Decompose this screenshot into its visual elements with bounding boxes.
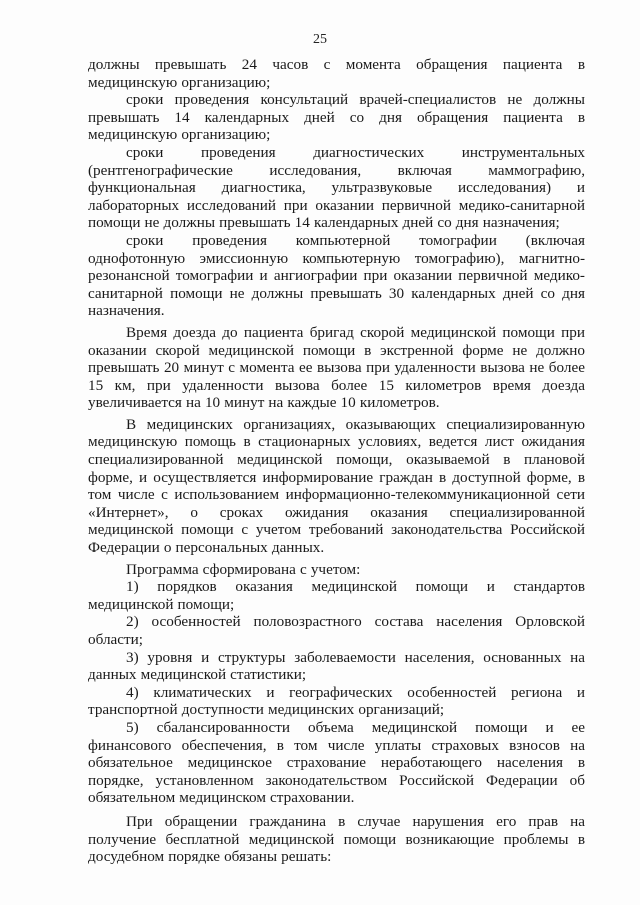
document-body xyxy=(88,56,585,866)
list-item: 4) климатических и географических особенностей региона и транспортной доступности медицинских организаций; xyxy=(88,683,585,719)
paragraph: Время доезда до пациента бригад скорой медицинской помощи при оказании скорой медицинской помощи в экстренной форме не должно превышать 20 минут с момента ее вызова при удаленности вызова не более 15 км, при удаленности вызова более 15 километров время доезда увеличивается на 10 минут на каждые 10 километров. xyxy=(88,323,585,412)
list-item: 1) порядков оказания медицинской помощи и стандартов медицинской помощи; xyxy=(88,578,585,613)
list-item: 5) сбалансированности объема медицинской помощи и ее финансового обеспечения, в том числе уплаты страховых взносов на обязательное медицинское страхование неработающего населения в порядке, установленном законодательством Российской Федерации об обязательном медицинском страховании. xyxy=(88,718,585,807)
paragraph: В медицинских организациях, оказывающих специализированную медицинскую помощь в стационарных условиях, ведется лист ожидания специализированной медицинской помощи, оказываемой в плановой форме, и осуществляется информирование граждан в доступной форме, в том числе с использованием информационно-телекоммуникационной сети «Интернет», о сроках ожидания оказания специализированной медицинской помощи с учетом требований законодательства Российской Федерации о персональных данных. xyxy=(88,415,585,557)
paragraph: должны превышать 24 часов с момента обращения пациента в медицинскую организацию; xyxy=(88,56,585,91)
paragraph: сроки проведения консультаций врачей-специалистов не должны превышать 14 календарных дней со дня обращения пациента в медицинскую организацию; xyxy=(88,91,585,144)
list-item: 3) уровня и структуры заболеваемости населения, основанных на данных медицинской статистики; xyxy=(88,648,585,684)
list-item: 2) особенностей половозрастного состава населения Орловской области; xyxy=(88,613,585,648)
page-number: 25 xyxy=(313,32,327,47)
paragraph: сроки проведения диагностических инструментальных (рентгенографические исследования, включая маммографию, функциональная диагностика, ультразвуковые исследования) и лабораторных исследований при оказании первичной медико-санитарной помощи не должны превышать 14 календарных дней со дня назначения; xyxy=(88,143,585,232)
paragraph: сроки проведения компьютерной томографии (включая однофотонную эмиссионную компьютерную томографию), магнитно-резонансной томографии и ангиографии при оказании первичной медико-санитарной помощи не должны превышать 30 календарных дней со дня назначения. xyxy=(88,231,585,320)
paragraph: При обращении гражданина в случае нарушения его прав на получение бесплатной медицинской помощи возникающие проблемы в досудебном порядке обязаны решать: xyxy=(88,812,585,866)
paragraph: Программа сформирована с учетом: xyxy=(126,560,361,578)
